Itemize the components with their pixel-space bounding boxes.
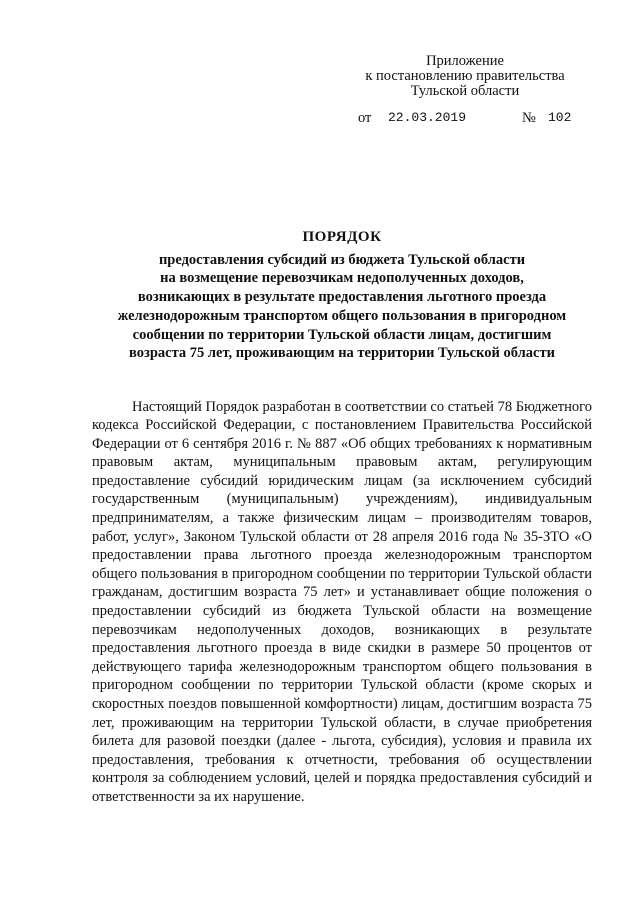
appendix-line-1: Приложение	[426, 53, 504, 69]
subtitle-line: предоставления субсидий из бюджета Тульской области	[158, 251, 526, 268]
appendix-line-3: Тульской области	[410, 83, 520, 99]
document-title-block	[92, 228, 592, 363]
subtitle-line: на возмещение перевозчикам недополученных доходов,	[160, 270, 524, 287]
subtitle-line: железнодорожным транспортом общего пользования в пригородном	[117, 307, 567, 324]
subtitle-line: возраста 75 лет, проживающим на территории Тульской области	[129, 345, 555, 362]
document-number: 102	[548, 110, 572, 125]
document-heading: ПОРЯДОК	[302, 229, 382, 245]
number-label: №	[522, 110, 536, 126]
appendix-header	[340, 54, 590, 99]
body-paragraph: Настоящий Порядок разработан в соответствии со статьей 78 Бюджетного кодекса Российской Федерации, с постановлением Правительства Российской Федерации от 6 сентября 2016 г. № 887 «Об общих требованиях к нормативным правовым актам, муниципальным правовым актам, регулирующим предоставление субсидий юридическим лицам (за исключением субсидий государственным (муниципальным) учреждениям), индивидуальным предпринимателям, а также физическим лицам – производителям товаров, работ, услуг», Законом Тульской области от 28 апреля 2016 года № 35-ЗТО «О предоставлении права льготного проезда железнодорожным транспортом общего пользования в пригородном сообщении по территории Тульской области гражданам, достигшим возраста 75 лет» и устанавливает общие положения о предоставлении субсидий из бюджета Тульской области на возмещение перевозчикам недополученных доходов, возникающих в результате предоставления льготного проезда в виде скидки в размере 50 процентов от действующего тарифа железнодорожным транспортом общего пользования в пригородном сообщении по территории Тульской области (кроме скорых и скоростных поездов повышенной комфортности) лицам, достигшим возраста 75 лет, проживающим на территории Тульской области, в случае приобретения билета для разовой поездки (далее - льгота, субсидия), условия и правила их предоставления, требования к отчетности, требования об осуществлении контроля за соблюдением условий, целей и порядка предоставления субсидий и ответственности за их нарушение.	[92, 398, 592, 805]
subtitle-line: возникающих в результате предоставления льготного проезда	[137, 289, 547, 306]
date-label: от	[358, 110, 372, 126]
appendix-line-2: к постановлению правительства	[365, 68, 565, 84]
document-date: 22.03.2019	[388, 110, 467, 125]
subtitle-line: сообщении по территории Тульской области лицам, достигшим	[132, 326, 552, 343]
